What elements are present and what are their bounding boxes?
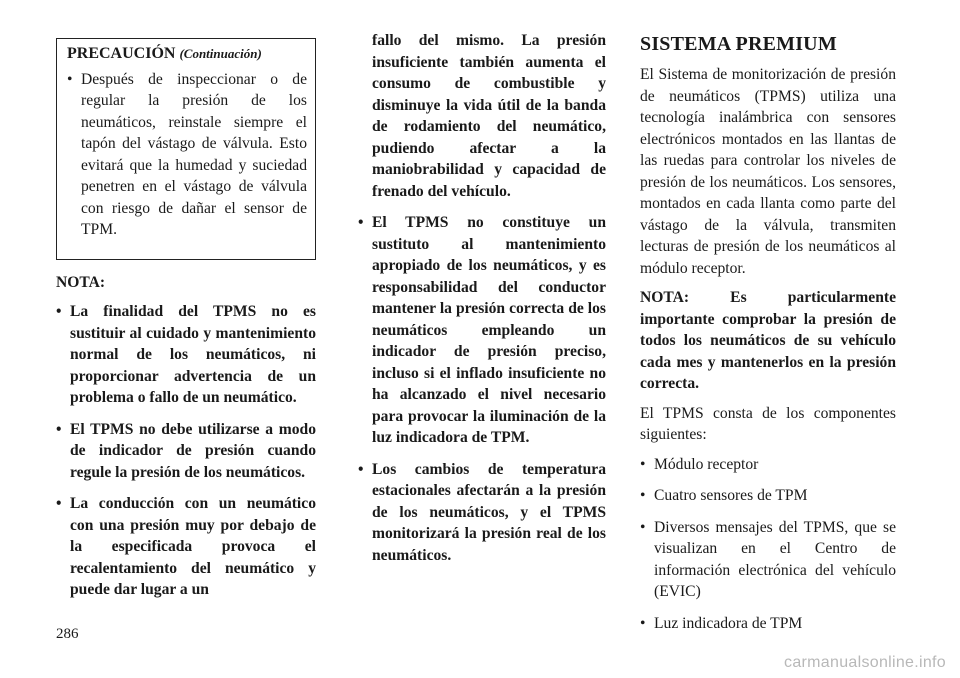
- column-right: [640, 30, 896, 644]
- caution-box: [56, 38, 316, 260]
- list-item: • Luz indicadora de TPM: [640, 613, 896, 635]
- list-item: • La conducción con un neumático con una presión muy por debajo de la especificada provoca el recalentamiento del neumático y puede dar lugar a un: [56, 493, 316, 601]
- column-middle: [358, 30, 606, 576]
- page-number: 286: [56, 626, 79, 642]
- list-item: • El TPMS no constituye un sustituto al mantenimiento apropiado de los neumáticos, y es responsabilidad del conductor mantener la presión correcta de los neumáticos empleando un indicador de presión preciso, incluso si el inflado insuficiente no ha alcanzado el nivel necesario para provocar la iluminación de la luz indicadora de TPM.: [358, 212, 606, 449]
- list-item: • Cuatro sensores de TPM: [640, 485, 896, 507]
- caution-continued: (Continuación): [179, 46, 262, 61]
- list-item: • Los cambios de temperatura estacionales afectarán a la presión de los neumáticos, y el TPMS monitorizará la presión real de los neumáticos.: [358, 459, 606, 567]
- list-item: • Diversos mensajes del TPMS, que se visualizan en el Centro de información electrónica del vehículo (EVIC): [640, 517, 896, 603]
- list-item: fallo del mismo. La presión insuficiente también aumenta el consumo de combustible y disminuye la vida útil de la banda de rodamiento del neumático, pudiendo afectar a la maniobrabilidad y capacidad de frenado del vehículo.: [372, 32, 606, 200]
- watermark: carmanualsonline.info: [784, 654, 946, 671]
- components-list: [640, 454, 896, 635]
- section-title: SISTEMA PREMIUM: [640, 33, 837, 55]
- caution-text: • Después de inspeccionar o de regular la presión de los neumáticos, reinstale siempre el tapón del vástago de válvula. Esto evitará que la humedad y suciedad penetren en el vástago de válvula con riesgo de dañar el sensor de TPM.: [67, 69, 307, 241]
- note-bullet-list: [56, 301, 316, 601]
- list-item: • La finalidad del TPMS no es sustituir al cuidado y mantenimiento normal de los neumáticos, ni proporcionar advertencia de un problema o fallo de un neumático.: [56, 301, 316, 409]
- note-label: NOTA:: [56, 273, 106, 291]
- note-paragraph: NOTA: Es particularmente importante comprobar la presión de todos los neumáticos de su vehículo cada mes y mantenerlos en la presión correcta.: [640, 289, 896, 392]
- caution-heading: [67, 43, 307, 65]
- column-left: [56, 30, 316, 611]
- note-bullet-list-continued: [358, 30, 606, 566]
- list-item: • Módulo receptor: [640, 454, 896, 476]
- components-intro: El TPMS consta de los componentes siguientes:: [640, 404, 896, 443]
- list-item: • El TPMS no debe utilizarse a modo de indicador de presión cuando regule la presión de los neumáticos.: [56, 419, 316, 484]
- intro-paragraph: El Sistema de monitorización de presión de neumáticos (TPMS) utiliza una tecnología inalámbrica con sensores electrónicos montados en las llantas de las ruedas para controlar los niveles de presión de los neumáticos. Los sensores, montados en cada llanta como parte del vástago de la válvula, transmiten lecturas de presión de los neumáticos al módulo receptor.: [640, 66, 896, 277]
- caution-title: PRECAUCIÓN: [67, 45, 176, 62]
